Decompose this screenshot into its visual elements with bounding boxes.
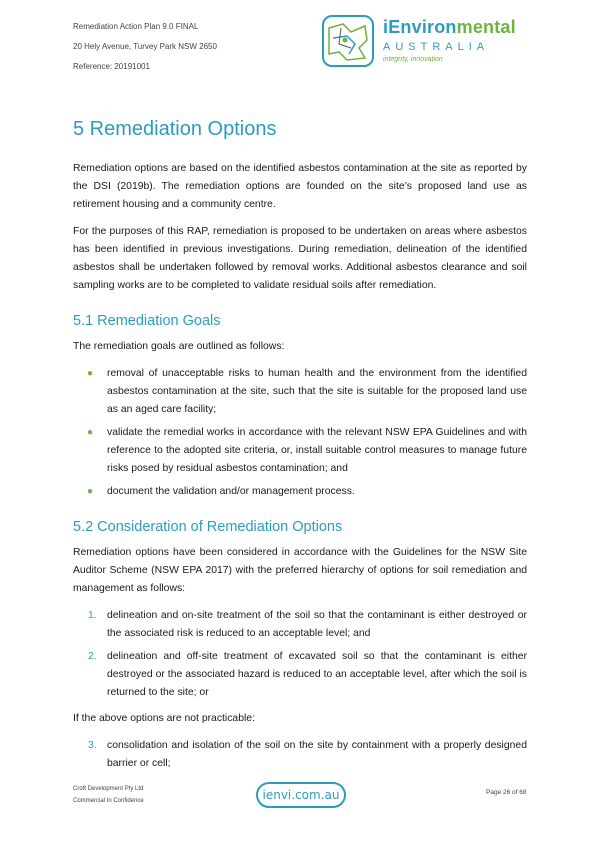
options-list-continued [73,737,527,773]
logo-tagline: integrity, innovation [383,56,443,63]
footer-website-link[interactable]: ienvi.com.au [256,782,346,808]
intro-paragraph: Remediation options are based on the identified asbestos contamination at the site as reported by the DSI (2019b). The remediation options are founded on the site’s proposed land use as retirement housing and a community centre. [73,163,527,210]
list-item: 1. delineation and on-site treatment of the soil so that the contaminant is either destroyed or the associated risk is reduced to an acceptable level; and [88,610,527,639]
header-doc-title: Remediation Action Plan 9.0 FINAL [73,22,199,31]
list-item: ● document the validation and/or management process. [73,483,527,501]
bullet-icon: ● [87,486,94,497]
section-heading-goals: 5.1 Remediation Goals [73,313,221,329]
page-body [73,118,527,781]
company-logo [321,14,541,68]
footer-company-info [73,783,144,807]
map-logo-icon [321,14,375,68]
list-item: 3. consolidation and isolation of the soil on the site by containment with a properly designed barrier or cell; [88,740,527,769]
footer-confidential: Commercial In Confidence [73,798,144,804]
options-between: If the above options are not practicable: [73,713,255,724]
options-list [73,607,527,702]
options-lead: Remediation options have been considered in accordance with the Guidelines for the NSW Site Auditor Scheme (NSW EPA 2017) with the preferred hierarchy of options for soil remediation and management as follows: [73,547,527,594]
goals-lead: The remediation goals are outlined as follows: [73,341,285,352]
intro-paragraph: For the purposes of this RAP, remediation is proposed to be undertaken on areas where asbestos has been identified in previous investigations. During remediation, delineation of the identified asbestos shall be undertaken followed by removal works. Additional asbestos clearance and soil sampling works are to be completed to validate residual soils after remediation. [73,226,527,291]
header-address: 20 Hely Avenue, Turvey Park NSW 2650 [73,42,217,51]
list-item: ● removal of unacceptable risks to human health and the environment from the identified asbestos contamination at the site, such that the site is suitable for the proposed land use as an aged care facility; [73,365,527,419]
page-header [73,17,217,77]
list-item: 2. delineation and off-site treatment of excavated soil so that the contaminant is either destroyed or the associated hazard is reduced to an acceptable level, after which the soil is returned to the site; or [88,651,527,698]
page-title: 5 Remediation Options [73,118,277,140]
footer-company: Croft Development Pty Ltd [73,786,144,792]
logo-brand-name: iEnvironmental [383,17,516,37]
section-heading-options: 5.2 Consideration of Remediation Options [73,519,343,535]
list-item: ● validate the remedial works in accordance with the relevant NSW EPA Guidelines and with reference to the adopted site criteria, or, install suitable control measures to manage future risks posed by residual asbestos contamination; and [73,424,527,478]
bullet-icon: ● [87,427,94,438]
page-number: Page 26 of 68 [486,789,527,796]
goals-list [73,365,527,501]
logo-country: AUSTRALIA [383,41,490,53]
header-reference: Reference: 20191001 [73,62,150,71]
bullet-icon: ● [87,368,94,379]
